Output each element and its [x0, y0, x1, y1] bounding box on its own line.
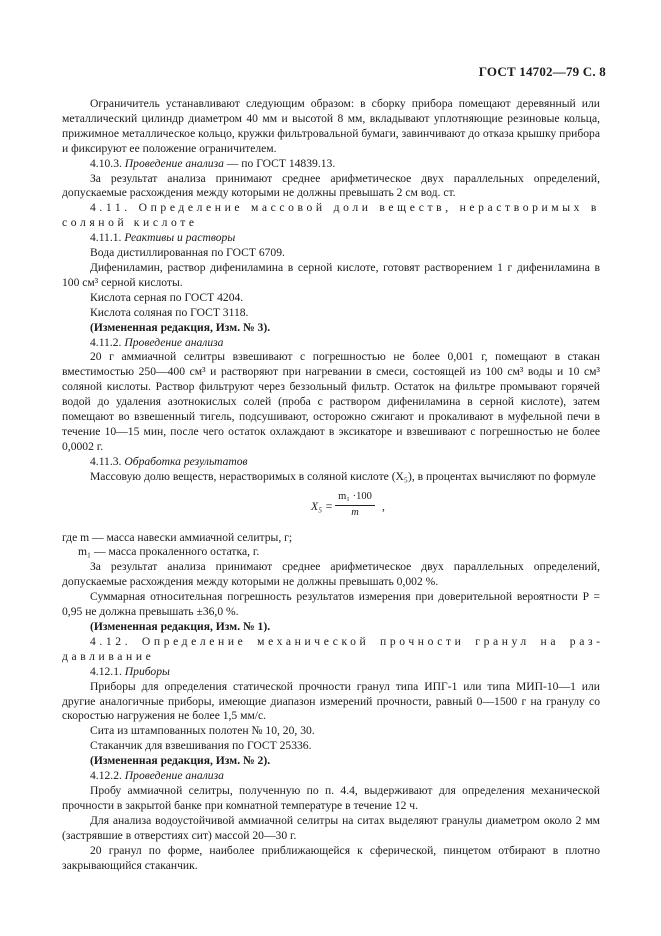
- formula-denominator: m: [351, 507, 359, 519]
- paragraph: За результат анализа принимают среднее арифметическое двух параллельных определений, допускаемые расхождения между которыми не должны превышать 0,002 %.: [62, 560, 600, 589]
- paragraph: где m — масса навески аммиачной селитры, г;: [62, 530, 293, 544]
- paragraph: 20 гранул по форме, наиболее приближающейся к сферической, пинцетом отбирают в плотно закрывающийся стаканчик.: [62, 843, 600, 872]
- paragraph: 20 г аммиачной селитры взвешивают с погрешностью не более 0,001 г, помещают в стакан вместимостью 250—400 см³ и растворяют при нагревании в смеси, состоящей из 100 см³ воды и 10 см³ соляной кислоты. Раствор фильтруют через беззольный фильтр. Остаток на фильтре промывают горячей водой до удаления азотнокислых солей (проба с раствором дифениламина в серной кислоте), затем помещают во взвешенный тигель, подсушивают, осторожно сжигают и прокаливают в муфельной печи в течение 10—15 мин, после чего остаток охлаждают в эксикаторе и взвешивают с погрешностью не более 0,0002 г.: [62, 350, 600, 453]
- formula-lhs: X₅ =: [311, 499, 333, 513]
- paragraph: Стаканчик для взвешивания по ГОСТ 25336.: [90, 739, 312, 753]
- paragraph: Суммарная относительная погрешность результатов измерения при доверительной вероятности P = 0,95 не должна превышать ±36,0 %.: [62, 590, 600, 619]
- paragraph: Сита из штампованных полотен № 10, 20, 30.: [90, 724, 315, 738]
- section-heading: 4.12.1. Приборы: [90, 664, 170, 678]
- amendment-note: (Измененная редакция, Изм. № 2).: [90, 754, 271, 768]
- section-heading: 4.12.2. Проведение анализа: [90, 769, 224, 783]
- amendment-note: (Измененная редакция, Изм. № 1).: [90, 620, 271, 633]
- paragraph: Массовую долю веществ, нерастворимых в соляной кислоте (X₅), в процентах вычисляют по формуле: [90, 469, 596, 483]
- section-heading: 4.11.2. Проведение анализа: [90, 335, 224, 349]
- paragraph: Пробу аммиачной селитры, полученную по п. 4.4, выдерживают для определения механической прочности в закрытой банке при комнатной температуре в течение 12 ч.: [62, 783, 600, 812]
- formula: [62, 485, 600, 531]
- paragraph: За результат анализа принимают среднее арифметическое двух параллельных определений, допускаемые расхождения между которыми не должны превышать 2 см вод. ст.: [62, 171, 600, 200]
- section-title: 4.11. Определение массовой доли веществ, нерастворимых в соляной кислоте: [62, 201, 600, 230]
- section-heading: 4.11.1. Реактивы и растворы: [90, 231, 236, 245]
- formula-tail: ,: [382, 499, 385, 513]
- formula-numerator: m₁ ·100: [335, 490, 375, 507]
- section-title: 4.12. Определение механической прочности гранул на раздавливание: [62, 634, 600, 663]
- paragraph: Кислота серная по ГОСТ 4204.: [90, 290, 244, 304]
- document-body: [62, 97, 600, 873]
- section-heading: 4.10.3. Проведение анализа — по ГОСТ 14839.13.: [90, 156, 336, 170]
- formula-fraction: [335, 490, 375, 522]
- paragraph: Для анализа водоустойчивой аммиачной селитры на ситах выделяют гранулы диаметром около 2 мм (застрявшие в отверстиях сит) массой 20—30 г.: [62, 813, 600, 842]
- paragraph: Ограничитель устанавливают следующим образом: в сборку прибора помещают деревянный или металлический цилиндр диаметром 40 мм и высотой 8 мм, вкладывают уплотняющие резиновые кольца, прижимное металлическое кольцо, кружки фильтровальной бумаги, завинчивают до отказа крышку прибора и фиксируют ее положение ограничителем.: [62, 97, 600, 155]
- paragraph: Вода дистиллированная по ГОСТ 6709.: [90, 246, 285, 260]
- paragraph: Кислота соляная по ГОСТ 3118.: [90, 305, 249, 319]
- page-header: ГОСТ 14702—79 С. 8: [478, 64, 606, 79]
- amendment-note: (Измененная редакция, Изм. № 3).: [90, 320, 271, 334]
- paragraph: Дифениламин, раствор дифениламина в серной кислоте, готовят растворением 1 г дифениламина в 100 см³ серной кислоты.: [62, 260, 600, 289]
- paragraph: Приборы для определения статической прочности гранул типа ИПГ-1 или типа МИП-10—1 или другие аналогичные приборы, имеющие диапазон измерений прочности, равный 0—1500 г на гранулу со скоростью нагружения не более 1,5 мм/с.: [62, 679, 600, 723]
- paragraph: m₁ — масса прокаленного остатка, г.: [78, 545, 260, 559]
- section-heading: 4.11.3. Обработка результатов: [90, 454, 248, 468]
